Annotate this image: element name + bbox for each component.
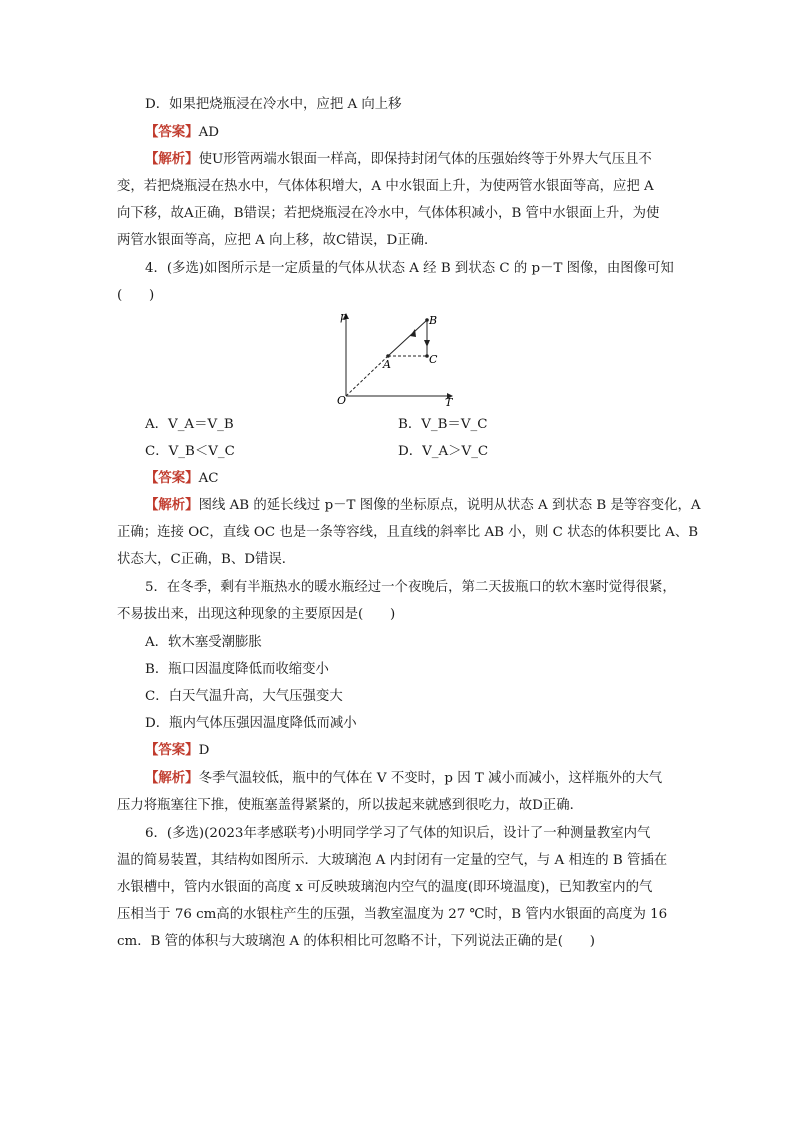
q5-analysis-tag: 【解析】 xyxy=(145,771,199,786)
q4-stem-line-1: 4．(多选)如图所示是一定质量的气体从状态 A 经 B 到状态 C 的 p－T 图像，由图像可知 xyxy=(145,261,674,276)
q5-option-c: C．白天气温升高，大气压强变大 xyxy=(145,689,343,704)
q5-answer-value: D xyxy=(198,743,210,758)
q4-analysis-line-3: 状态大，C正确，B、D错误． xyxy=(117,552,296,567)
q5-stem-line-2: 不易拔出来，出现这种现象的主要原因是( ) xyxy=(117,607,396,622)
bc-arrow xyxy=(424,340,430,347)
q5-answer-tag: 【答案】 xyxy=(145,743,199,758)
q4-answer xyxy=(145,470,218,488)
q4-option-c: C．V_B＜V_C xyxy=(145,444,235,459)
label-t: T xyxy=(445,396,453,408)
q3-analysis-tag: 【解析】 xyxy=(145,152,199,167)
q5-stem-line-1: 5．在冬季，剩有半瓶热水的暖水瓶经过一个夜晚后，第二天拔瓶口的软木塞时觉得很紧， xyxy=(145,580,676,595)
q4-answer-tag: 【答案】 xyxy=(145,471,199,486)
q4-option-b: B．V_B＝V_C xyxy=(398,417,488,432)
q5-analysis-line-2: 压力将瓶塞往下推，使瓶塞盖得紧紧的，所以拔起来就感到很吃力，故D正确． xyxy=(117,798,584,813)
label-c: C xyxy=(429,353,438,366)
q6-stem-line-2: 温的简易装置，其结构如图所示．大玻璃泡 A 内封闭有一定量的空气，与 A 相连的 B 管插在 xyxy=(117,853,668,868)
q4-option-a: A．V_A＝V_B xyxy=(145,417,234,432)
q4-stem-line-2: ( ) xyxy=(117,288,155,303)
q5-analysis-line-1: 【解析】冬季气温较低，瓶中的气体在 V 不变时，p 因 T 减小而减小，这样瓶外的大气 xyxy=(145,771,663,786)
q4-pt-graph xyxy=(330,308,460,408)
q3-option-d: D．如果把烧瓶浸在冷水中，应把 A 向上移 xyxy=(145,97,402,112)
label-p: p xyxy=(340,310,348,323)
q5-option-a: A．软木塞受潮膨胀 xyxy=(145,635,262,650)
q4-option-d: D．V_A＞V_C xyxy=(398,444,489,459)
q5-answer xyxy=(145,742,209,760)
segment-ab xyxy=(388,320,427,356)
q3-answer xyxy=(145,124,219,142)
ab-extension xyxy=(346,356,388,396)
q6-stem-line-5: cm．B 管的体积与大玻璃泡 A 的体积相比可忽略不计，下列说法正确的是( ) xyxy=(117,934,596,949)
label-b: B xyxy=(429,314,438,327)
q6-stem-line-3: 水银槽中，管内水银面的高度 x 可反映玻璃泡内空气的温度(即环境温度)，已知教室内的气 xyxy=(117,880,653,895)
q6-stem-line-1: 6．(多选)(2023年孝感联考)小明同学学习了气体的知识后，设计了一种测量教室内气 xyxy=(145,826,651,841)
q4-analysis-tag: 【解析】 xyxy=(145,498,199,513)
q4-answer-value: AC xyxy=(198,471,219,486)
q4-analysis-line-1: 【解析】图线 AB 的延长线过 p－T 图像的坐标原点，说明从状态 A 到状态 B 是等容变化，A xyxy=(145,498,701,513)
q4-analysis-line-2: 正确；连接 OC，直线 OC 也是一条等容线，且直线的斜率比 AB 小，则 C 状态的体积要比 A、B xyxy=(117,525,699,540)
q5-option-d: D．瓶内气体压强因温度降低而减小 xyxy=(145,716,357,731)
q3-answer-tag: 【答案】 xyxy=(145,125,199,140)
label-a: A xyxy=(383,358,391,371)
q3-analysis-line-1: 【解析】使U形管两端水银面一样高，即保持封闭气体的压强始终等于外界大气压且不 xyxy=(145,152,652,167)
q3-analysis-line-2: 变，若把烧瓶浸在热水中，气体体积增大，A 中水银面上升，为使两管水银面等高，应把 A xyxy=(117,179,654,194)
q5-option-b: B．瓶口因温度降低而收缩变小 xyxy=(145,662,329,677)
q6-stem-line-4: 压相当于 76 cm高的水银柱产生的压强，当教室温度为 27 ℃时，B 管内水银面的高度为 16 xyxy=(117,907,668,922)
ab-arrow xyxy=(410,329,416,337)
q3-analysis-line-3: 向下移，故A正确，B错误；若把烧瓶浸在冷水中，气体体积减小，B 管中水银面上升，为使 xyxy=(117,206,660,221)
q3-analysis-line-4: 两管水银面等高，应把 A 向上移，故C错误，D正确． xyxy=(117,233,438,248)
label-o: O xyxy=(337,394,347,407)
q3-answer-value: AD xyxy=(198,125,219,140)
